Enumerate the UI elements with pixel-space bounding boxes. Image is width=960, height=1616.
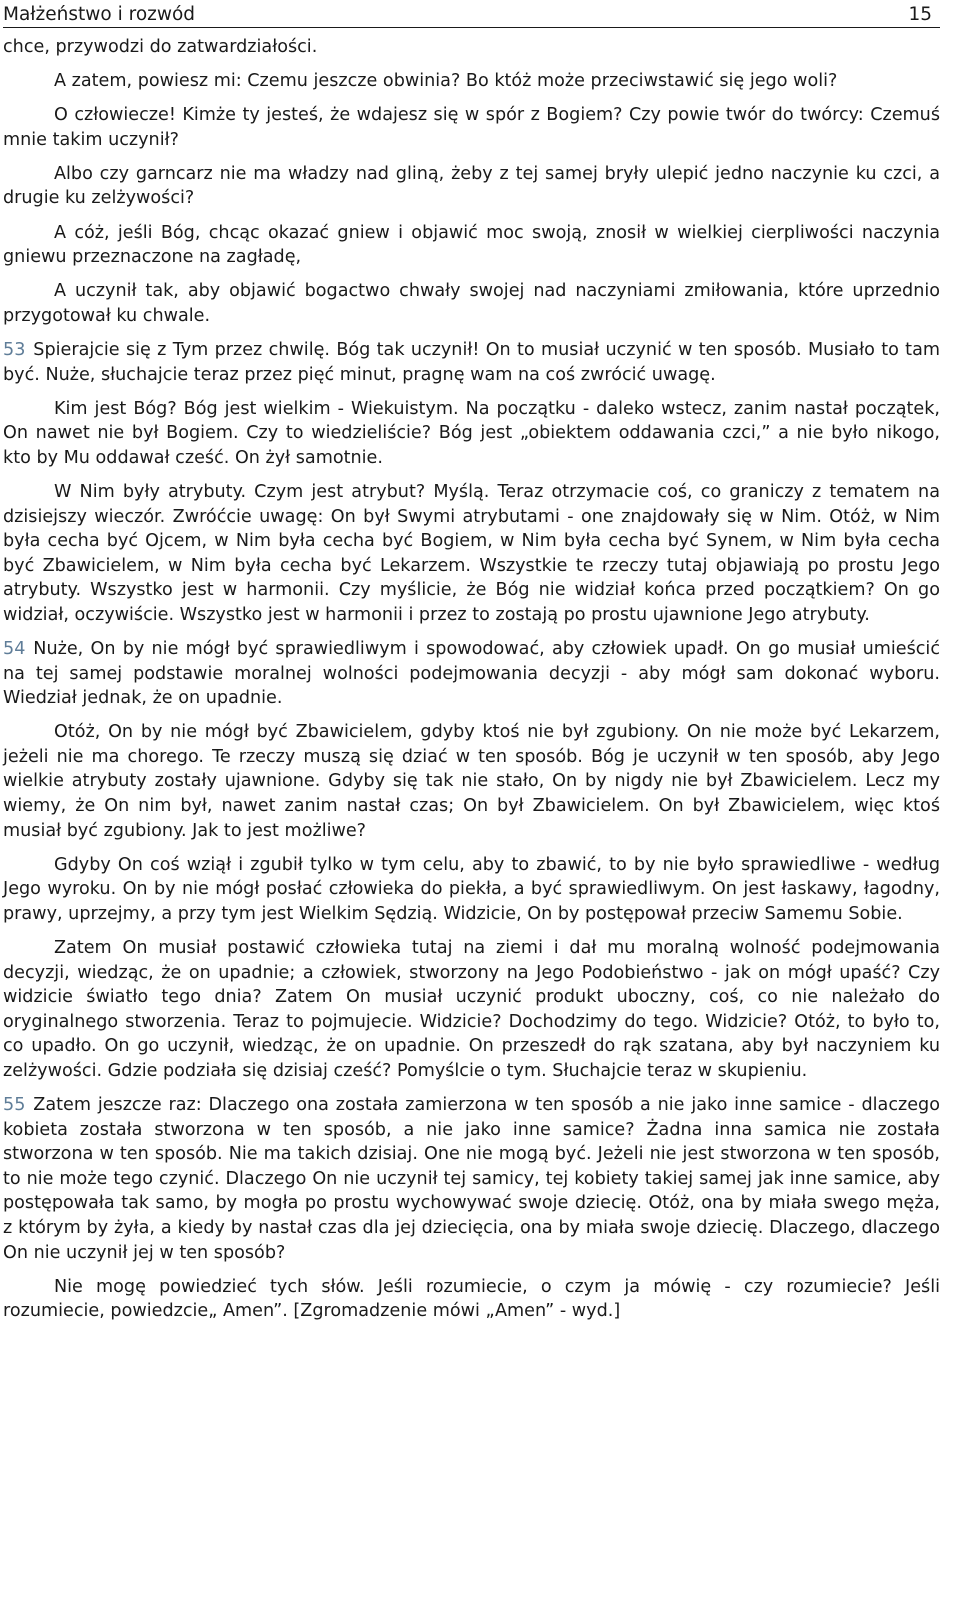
paragraph: A uczynił tak, aby objawić bogactwo chwały swojej nad naczyniami zmiłowania, które uprzednio przygotował ku chwale. (3, 281, 940, 326)
paragraph: Gdyby On coś wziął i zgubił tylko w tym celu, aby to zbawić, to by nie było sprawiedliwe - według Jego wyroku. On by nie mógł posłać człowieka do piekła, a być sprawiedliwym. On jest łaskawy, łagodny, prawy, uprzejmy, a przy tym jest Wielkim Sędzią. Widzicie, On by postępował przeciw Samemu Sobie. (3, 854, 940, 924)
header-title: Małżeństwo i rozwód (3, 4, 196, 25)
paragraph-number: 53 (3, 339, 26, 360)
paragraph: Albo czy garncarz nie ma władzy nad gliną, żeby z tej samej bryły ulepić jedno naczynie ku czci, a drugie ku zelżywości? (3, 163, 940, 209)
paragraph-number: 55 (3, 1095, 26, 1116)
paragraph-number: 54 (3, 638, 26, 659)
paragraph: Nie mogę powiedzieć tych słów. Jeśli rozumiecie, o czym ja mówię - czy rozumiecie? Jeśli rozumiecie, powiedzcie„ Amen”. [Zgromadzenie mówi „Amen” - wyd.] (3, 1276, 940, 1322)
paragraph: A zatem, powiesz mi: Czemu jeszcze obwinia? Bo któż może przeciwstawić się jego woli? (54, 71, 838, 92)
paragraph: A cóż, jeśli Bóg, chcąc okazać gniew i objawić moc swoją, znosił w wielkiej cierpliwości naczynia gniewu przeznaczone na zagładę, (3, 222, 940, 268)
document-body (3, 35, 940, 1324)
running-header (3, 0, 940, 28)
header-page-number: 15 (908, 4, 932, 25)
paragraph: Kim jest Bóg? Bóg jest wielkim - Wiekuistym. Na początku - daleko wstecz, zanim nastał początek, On nawet nie był Bogiem. Czy to wiedzieliście? Bóg jest „obiektem oddawania czci,” a nie było nikogo, kto by Mu oddawał cześć. On żył samotnie. (3, 398, 940, 468)
paragraph: 53 Spierajcie się z Tym przez chwilę. Bóg tak uczynił! On to musiał uczynić w ten sposób. Musiało to tam być. Nuże, słuchajcie teraz przez pięć minut, pragnę wam na coś zwrócić uwagę. (3, 339, 940, 385)
paragraph: 55 Zatem jeszcze raz: Dlaczego ona została zamierzona w ten sposób a nie jako inne samice - dlaczego kobieta została stworzona w ten sposób, a nie jako inne samice? Żadna inna samica nie została stworzona w ten sposób. Nie ma takich dzisiaj. One nie mogą być. Jeżeli nie jest stworzona w ten sposób, to nie może tego czynić. Dlaczego On nie uczynił tej samicy, tej kobiety takiej samej jak inne samice, aby postępowała tak samo, by mogła po prostu wychowywać swoje dziecię. Otóż, ona by miała swego męża, z którym by żyła, a kiedy by nastał czas dla jej dziecięcia, ona by miała swoje dziecię. Dlaczego, dlaczego On nie uczynił jej w ten sposób? (3, 1095, 940, 1263)
paragraph: W Nim były atrybuty. Czym jest atrybut? Myślą. Teraz otrzymacie coś, co graniczy z tematem na dzisiejszy wieczór. Zwróćcie uwagę: On był Swymi atrybutami - one znajdowały się w Nim. Otóż, w Nim była cecha być Ojcem, w Nim była cecha być Bogiem, w Nim była cecha być Synem, w Nim była cecha być Zbawicielem, w Nim była cecha być Lekarzem. Wszystkie te rzeczy tutaj objawiają po prostu Jego atrybuty. Wszystko jest w harmonii. Czy myślicie, że Bóg nie widział końca przed początkiem? On go widział, oczywiście. Wszystko jest w harmonii i przez to zostają po prostu ujawnione Jego atrybuty. (3, 481, 940, 625)
paragraph: 54 Nuże, On by nie mógł być sprawiedliwym i spowodować, aby człowiek upadł. On go musiał umieścić na tej samej podstawie moralnej wolności podejmowania decyzji - aby mógł sam dokonać wyboru. Wiedział jednak, że on upadnie. (3, 638, 940, 709)
paragraph: O człowiecze! Kimże ty jesteś, że wdajesz się w spór z Bogiem? Czy powie twór do twórcy: Czemuś mnie takim uczynił? (3, 105, 940, 150)
paragraph: Zatem On musiał postawić człowieka tutaj na ziemi i dał mu moralną wolność podejmowania decyzji, wiedząc, że on upadnie; a człowiek, stworzony na Jego Podobieństwo - jak on mógł upaść? Czy widzicie światło tego dnia? Zatem On musiał uczynić produkt uboczny, coś, co nie należało do oryginalnego stworzenia. Teraz to pojmujecie. Widzicie? Dochodzimy do tego. Widzicie? Otóż, to było to, co upadło. On go uczynił, wiedząc, że on upadnie. On przeszedł do rąk szatana, aby był naczyniem ku zelżywości. Gdzie podziała się dzisiaj cześć? Pomyślcie o tym. Słuchajcie teraz w skupieniu. (3, 938, 940, 1081)
paragraph: chce, przywodzi do zatwardziałości. (3, 37, 318, 57)
paragraph: Otóż, On by nie mógł być Zbawicielem, gdyby ktoś nie był zgubiony. On nie może być Lekarzem, jeżeli nie ma chorego. Te rzeczy muszą się dziać w ten sposób. Bóg je uczynił w ten sposób, aby Jego wielkie atrybuty zostały ujawnione. Gdyby się tak nie stało, On by nigdy nie był Zbawicielem. Lecz my wiemy, że On nim był, nawet zanim nastał czas; On był Zbawicielem. On był Zbawicielem, więc ktoś musiał być zgubiony. Jak to jest możliwe? (3, 722, 940, 841)
